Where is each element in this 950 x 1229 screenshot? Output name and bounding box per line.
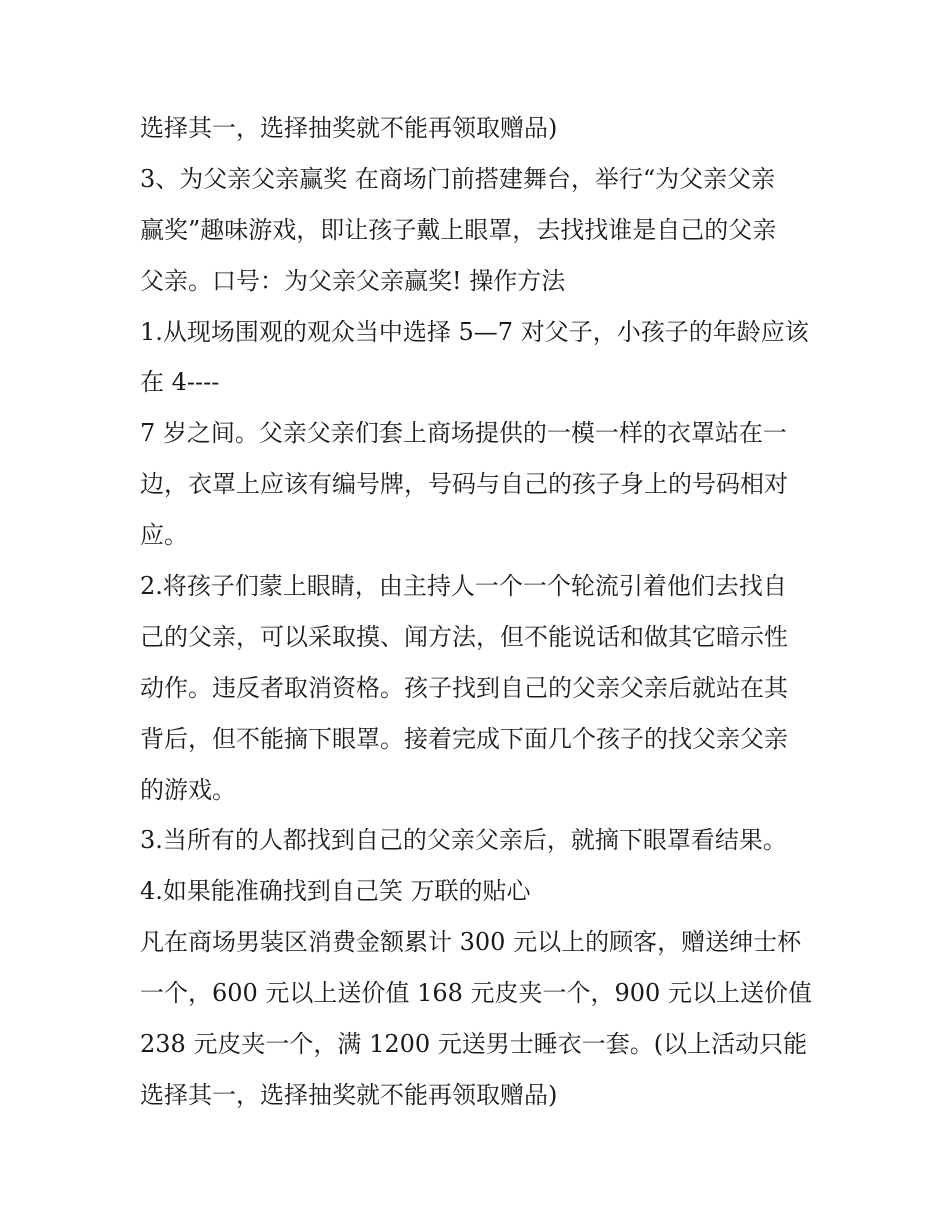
text-line: 动作。违反者取消资格。孩子找到自己的父亲父亲后就站在其 (140, 673, 788, 702)
text-line: 己的父亲，可以采取摸、闻方法，但不能说话和做其它暗示性 (140, 622, 788, 651)
text-line: 4.如果能准确找到自己笑 万联的贴心 (140, 877, 531, 906)
text-line: 的游戏。 (140, 775, 236, 804)
text-line: 背后，但不能摘下眼罩。接着完成下面几个孩子的找父亲父亲 (140, 724, 788, 753)
text-line: 凡在商场男装区消费金额累计 300 元以上的顾客，赠送绅士杯 (140, 928, 802, 957)
text-line: 选择其一，选择抽奖就不能再领取赠品) (140, 1080, 558, 1109)
text-line: 3.当所有的人都找到自己的父亲父亲后，就摘下眼罩看结果。 (140, 826, 787, 855)
text-line: 3、为父亲父亲赢奖 在商场门前搭建舞台，举行“为父亲父亲 (140, 164, 776, 193)
text-line: 2.将孩子们蒙上眼睛，由主持人一个一个轮流引着他们去找自 (140, 572, 787, 601)
text-line: 边，衣罩上应该有编号牌，号码与自己的孩子身上的号码相对 (140, 470, 788, 499)
text-line: 在 4---- (140, 368, 220, 397)
text-line: 赢奖”趣味游戏，即让孩子戴上眼罩，去找找谁是自己的父亲 (140, 215, 777, 244)
document-body (140, 103, 820, 1121)
text-line: 7 岁之间。父亲父亲们套上商场提供的一模一样的衣罩站在一 (140, 419, 787, 448)
text-line: 一个，600 元以上送价值 168 元皮夹一个，900 元以上送价值 (140, 979, 812, 1008)
text-line: 238 元皮夹一个，满 1200 元送男士睡衣一套。(以上活动只能 (140, 1030, 808, 1059)
text-line: 1.从现场围观的观众当中选择 5—7 对父子，小孩子的年龄应该 (140, 317, 809, 346)
text-line: 父亲。口号：为父亲父亲赢奖! 操作方法 (140, 266, 566, 295)
text-line: 选择其一，选择抽奖就不能再领取赠品) (140, 114, 558, 142)
text-line: 应。 (140, 521, 188, 550)
